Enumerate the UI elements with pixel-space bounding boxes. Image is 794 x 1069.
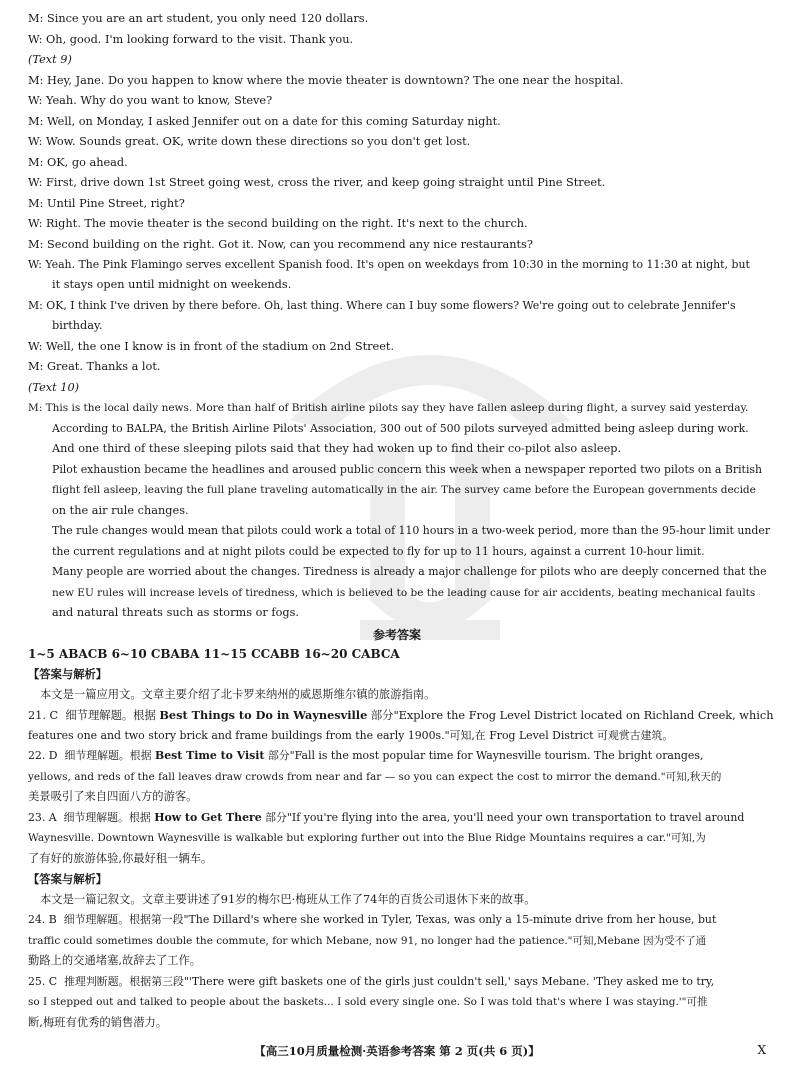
explanation-line: 美景吸引了来自四面八方的游客。 [28,790,198,803]
explanation-text: 细节理解题。根据 [63,811,155,824]
transcript-line: W: Oh, good. I'm looking forward to the visit. Thank you. [28,33,354,46]
text-label: (Text 10) [28,381,80,394]
explanation-line: 了有好的旅游体验,你最好租一辆车。 [28,852,213,865]
answer-key: 1~5 ABACB 6~10 CBABA 11~15 CCABB 16~20 CABCA [28,647,400,661]
text-label: (Text 9) [28,53,72,66]
question-number: 22. D [28,749,58,762]
transcript-line: flight fell asleep, leaving the full plane traveling automatically in the air. The survey came before the European governments decide [52,484,756,496]
explanation-line: 勤路上的交通堵塞,故辞去了工作。 [28,954,202,967]
explanation-text: 部分"Explore the Frog Level District located on Richland Creek, which [367,709,774,722]
section-keyword: Best Things to Do in Waynesville [159,708,368,722]
explanation-line: Waynesville. Downtown Waynesville is walkable but exploring further out into the Blue Ridge Mountains requires a car."可知,为 [28,832,706,844]
section-keyword: Best Time to Visit [155,749,265,762]
transcript-line: M: Second building on the right. Got it. Now, can you recommend any nice restaurants? [28,238,533,251]
explanation-line [28,708,776,723]
transcript-line: Pilot exhaustion became the headlines and aroused public concern this week when a newspaper reported two pilots on a British [52,463,763,476]
explanation-line [28,975,776,989]
transcript-line: M: Well, on Monday, I asked Jennifer out on a date for this coming Saturday night. [28,115,501,128]
transcript-line: M: Great. Thanks a lot. [28,360,161,373]
transcript-line: it stays open until midnight on weekends. [52,278,292,291]
transcript-line: The rule changes would mean that pilots could work a total of 110 hours in a two-week period, more than the 95-hour limit under [52,524,771,537]
explanation-line [28,749,776,763]
explanation-text: 细节理解题。根据 [64,749,156,762]
transcript-line: W: First, drive down 1st Street going west, cross the river, and keep going straight until Pine Street. [28,176,606,189]
question-number: 24. B [28,913,57,926]
transcript-line: birthday. [52,319,103,332]
section-header: 【答案与解析】 [28,667,108,681]
transcript-line: W: Wow. Sounds great. OK, write down these directions so you don't get lost. [28,135,471,148]
transcript-line: W: Right. The movie theater is the second building on the right. It's next to the church. [28,217,528,230]
transcript-line: and natural threats such as storms or fogs. [52,606,299,619]
transcript-line: W: Yeah. The Pink Flamingo serves excellent Spanish food. It's open on weekdays from 10:30 in the morning to 11:30 at night, but [28,258,750,271]
question-number: 23. A [28,811,57,824]
answers-title: 参考答案 [372,628,421,642]
transcript-line: on the air rule changes. [52,504,189,517]
section-intro: 本文是一篇应用文。文章主要介绍了北卡罗来纳州的威恩斯维尔镇的旅游指南。 [40,688,436,701]
transcript-line: M: Until Pine Street, right? [28,197,185,210]
explanation-text: 细节理解题。根据 [65,709,160,722]
transcript-line: new EU rules will increase levels of tiredness, which is believed to be the leading cause for air accidents, beating mechanical faults [52,587,756,599]
explanation-text: 部分"Fall is the most popular time for Waynesville tourism. The bright oranges, [264,749,704,762]
transcript-line: the current regulations and at night pilots could be expected to fly for up to 11 hours, against a current 10-hour limit. [52,545,705,558]
transcript-line: M: This is the local daily news. More than half of British airline pilots say they have fallen asleep during flight, a survey said yesterday. [28,402,749,414]
question-number: 21. C [28,709,59,722]
explanation-line: so I stepped out and talked to people about the baskets... I sold every single one. So I was told that's where I was staying.'"可推 [28,996,708,1008]
transcript-line: M: OK, I think I've driven by there before. Oh, last thing. Where can I buy some flowers? We're going out to celebrate Jennifer's [28,299,736,312]
explanation-line: features one and two story brick and frame buildings from the early 1900s."可知,在 Frog Level District 可观赏古建筑。 [28,729,674,742]
transcript-line: W: Well, the one I know is in front of the stadium on 2nd Street. [28,340,395,353]
footer-mark: X [757,1043,766,1057]
transcript-line: According to BALPA, the British Airline Pilots' Association, 300 out of 500 pilots surveyed admitted being asleep during work. [52,422,749,435]
transcript-line: W: Yeah. Why do you want to know, Steve? [28,94,273,107]
question-number: 25. C [28,975,58,988]
explanation-line: 断,梅班有优秀的销售潜力。 [28,1016,168,1029]
explanation-text: 推理判断题。根据第三段"'There were gift baskets one of the girls just couldn't sell,' says Mebane. 'They asked me to try, [64,975,715,988]
section-header: 【答案与解析】 [28,872,108,886]
page-footer: 【高三10月质量检测·英语参考答案 第 2 页(共 6 页)】 [254,1044,540,1058]
explanation-line: yellows, and reds of the fall leaves draw crowds from near and far — so you can expect the cost to mirror the demand."可知,秋天的 [28,771,722,783]
section-intro: 本文是一篇记叙文。文章主要讲述了91岁的梅尔巴·梅班从工作了74年的百货公司退休下来的故事。 [40,893,536,906]
explanation-text: 部分"If you're flying into the area, you'll need your own transportation to travel around [261,811,745,824]
transcript-line: M: Hey, Jane. Do you happen to know where the movie theater is downtown? The one near the hospital. [28,74,624,87]
explanation-line [28,811,776,825]
explanation-line: traffic could sometimes double the commute, for which Mebane, now 91, no longer had the patience."可知,Mebane 因为受不了通 [28,935,707,947]
transcript-line: Many people are worried about the changes. Tiredness is already a major challenge for pilots who are deeply concerned that the [52,565,767,578]
section-keyword: How to Get There [154,811,262,824]
transcript-line: M: OK, go ahead. [28,156,128,169]
transcript-line: M: Since you are an art student, you only need 120 dollars. [28,12,369,25]
explanation-text: 细节理解题。根据第一段"The Dillard's where she worked in Tyler, Texas, was only a 15-minute drive from her house, but [63,913,717,926]
explanation-line [28,913,776,927]
transcript-line: And one third of these sleeping pilots said that they had woken up to find their co-pilot also asleep. [52,442,622,455]
